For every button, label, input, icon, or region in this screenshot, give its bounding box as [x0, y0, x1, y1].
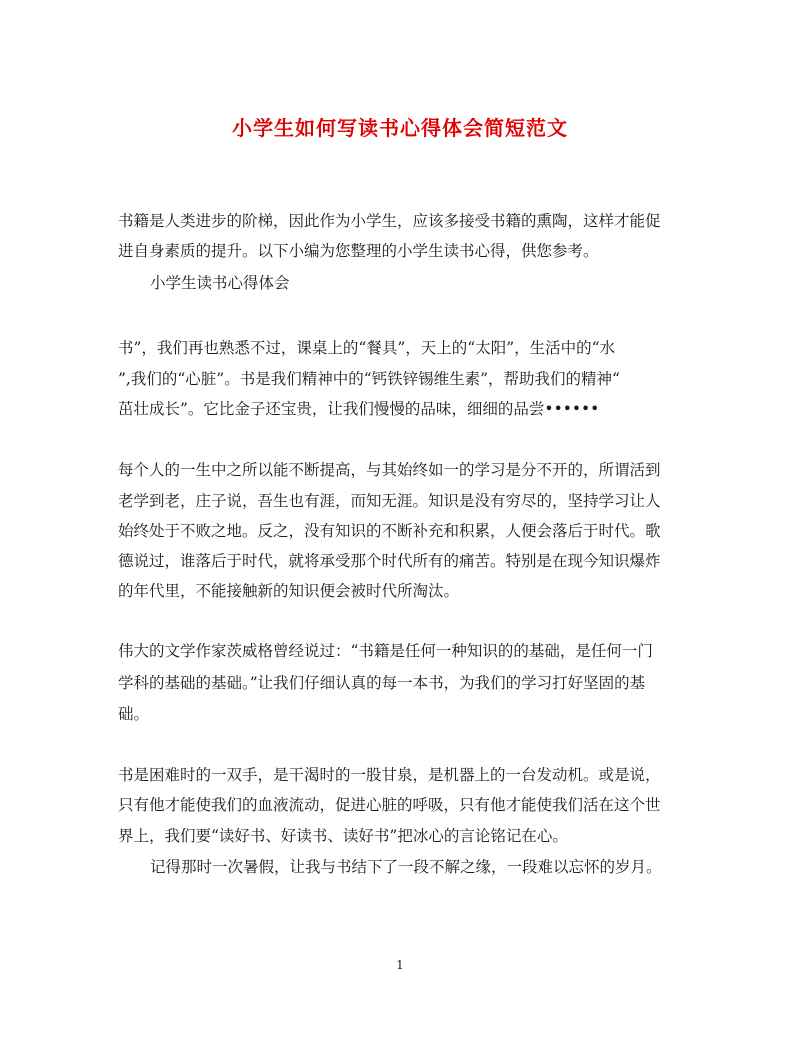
paragraph1-line-2: ”,我们的“心脏”。书是我们精神中的“钙铁锌锡维生素”，帮助我们的精神“	[118, 370, 620, 388]
paragraph2-line-4: 德说过，谁落后于时代，就将承受那个时代所有的痛苦。特别是在现今知识爆炸	[118, 552, 661, 570]
paragraph2-line-5: 的年代里，不能接触新的知识便会被时代所淘汰。	[118, 582, 460, 600]
paragraph1-line-1: 书”，我们再也熟悉不过，课桌上的“餐具”，天上的“太阳”，生活中的“水	[118, 339, 616, 357]
subheading: 小学生读书心得体会	[150, 274, 290, 292]
intro-line-1: 书籍是人类进步的阶梯，因此作为小学生，应该多接受书籍的熏陶，这样才能促	[118, 212, 661, 230]
paragraph1-line-3: 茁壮成长”。它比金子还宝贵，让我们慢慢的品味，细细的品尝••••••	[118, 400, 600, 418]
page-number: 1	[396, 958, 404, 972]
paragraph4-line-2: 只有他才能使我们的血液流动，促进心脏的呼吸，只有他才能使我们活在这个世	[118, 796, 661, 814]
document-title: 小学生如何写读书心得体会简短范文	[232, 116, 568, 140]
paragraph4-line-3: 界上，我们要“读好书、好读书、读好书”把冰心的言论铭记在心。	[118, 827, 568, 845]
paragraph3-line-3: 础。	[118, 705, 150, 723]
paragraph3-line-1: 伟大的文学作家茨威格曾经说过：“书籍是任何一种知识的的基础，是任何一门	[118, 642, 653, 660]
paragraph2-line-2: 老学到老，庄子说，吾生也有涯，而知无涯。知识是没有穷尽的，坚持学习让人	[118, 492, 661, 510]
paragraph3-line-2: 学科的基础的基础。”让我们仔细认真的每一本书，为我们的学习打好坚固的基	[118, 674, 646, 692]
paragraph5: 记得那时一次暑假，让我与书结下了一段不解之缘，一段难以忘怀的岁月。	[150, 858, 662, 876]
paragraph4-line-1: 书是困难时的一双手，是干渴时的一股甘泉，是机器上的一台发动机。或是说，	[118, 766, 661, 784]
paragraph2-line-1: 每个人的一生中之所以能不断提高，与其始终如一的学习是分不开的，所谓活到	[118, 461, 661, 479]
intro-line-2: 进自身素质的提升。以下小编为您整理的小学生读书心得，供您参考。	[118, 242, 599, 260]
paragraph2-line-3: 始终处于不败之地。反之，没有知识的不断补充和积累，人便会落后于时代。歌	[118, 522, 661, 540]
